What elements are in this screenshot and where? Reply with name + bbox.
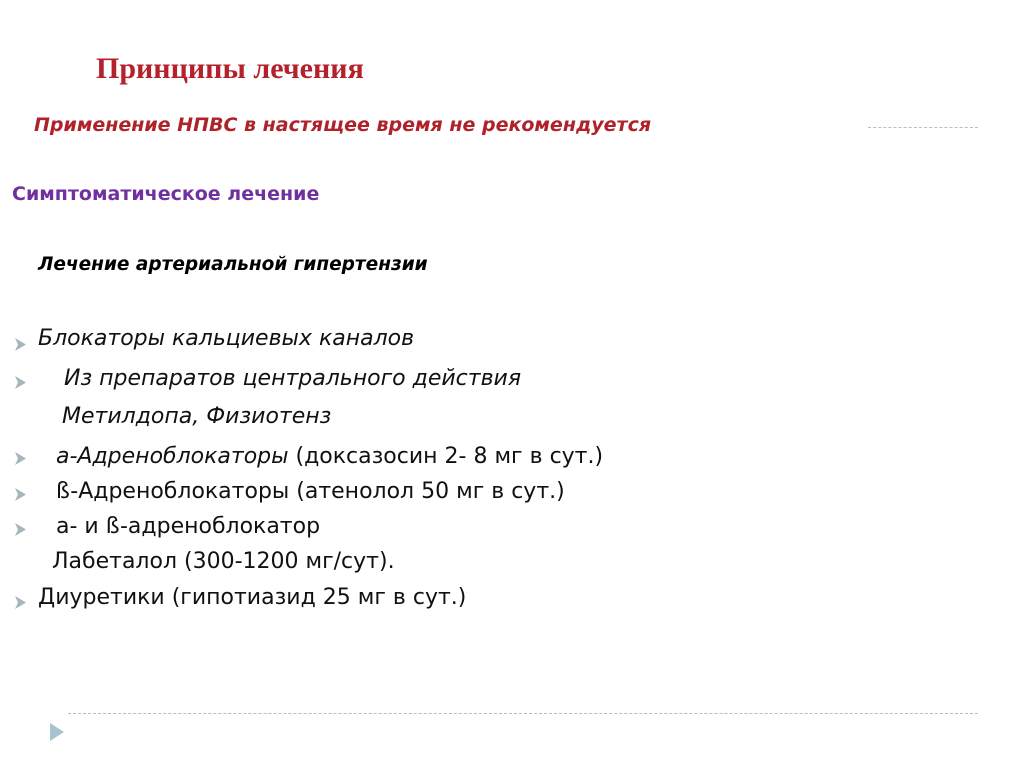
list-item-alpha-name: а-Адреноблокаторы [56, 444, 289, 469]
chevron-right-icon [14, 337, 27, 352]
section-heading: Симптоматическое лечение [12, 183, 320, 205]
chevron-right-icon [14, 522, 27, 537]
divider-bottom [68, 713, 978, 714]
chevron-right-icon [14, 375, 27, 390]
slide-title: Принципы лечения [96, 52, 364, 85]
divider-top [868, 127, 978, 128]
list-item-diuretics: Диуретики (гипотиазид 25 мг в сут.) [38, 585, 467, 610]
chevron-right-icon [14, 487, 27, 502]
slide-subtitle: Применение НПВС в настящее время не рекомендуется [34, 114, 652, 136]
list-item-alpha-beta: а- и ß-адреноблокатор [56, 514, 321, 539]
list-item-central-drugs: Метилдопа, Физиотенз [62, 404, 332, 429]
list-item-alpha [56, 444, 603, 469]
chevron-right-icon [14, 595, 27, 610]
list-item-central: Из препаратов центрального действия [64, 366, 522, 391]
list-item-alpha-detail: (доксазосин 2- 8 мг в сут.) [288, 444, 604, 469]
list-item-beta: ß-Адреноблокаторы (атенолол 50 мг в сут.) [56, 479, 565, 504]
subsection-heading: Лечение артериальной гипертензии [38, 254, 428, 275]
list-item-alpha-beta-drug: Лабеталол (300-1200 мг/сут). [52, 549, 395, 574]
list-item-calcium: Блокаторы кальциевых каналов [38, 326, 415, 351]
chevron-right-icon [14, 451, 27, 466]
triangle-right-icon[interactable] [48, 721, 66, 743]
